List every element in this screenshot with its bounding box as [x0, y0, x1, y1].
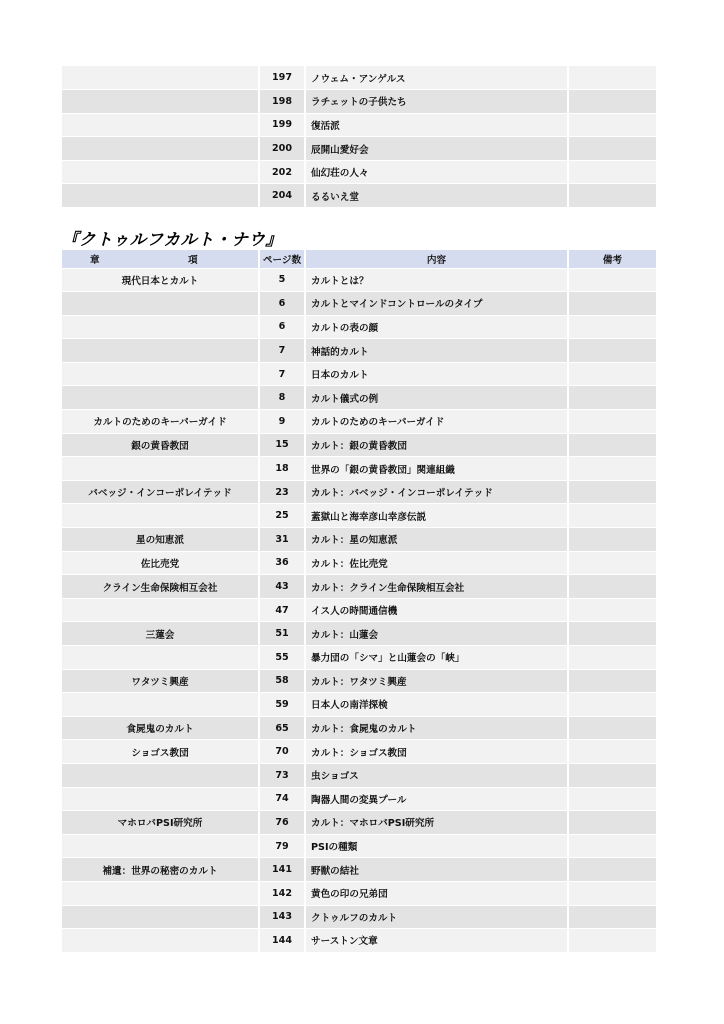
- table-row: [62, 433, 656, 457]
- row-content: カルトとマインドコントロールのタイプ: [305, 292, 568, 316]
- row-page: 7: [259, 339, 305, 363]
- table-row: [62, 528, 656, 552]
- row-content: カルト儀式の例: [305, 386, 568, 410]
- row-content: カルト：銀の黄昏教団: [305, 433, 568, 457]
- row-chapter: ショゴス教団: [62, 740, 259, 764]
- row-content: 虫ショゴス: [305, 763, 568, 787]
- row-note: [568, 646, 656, 670]
- row-chapter: カルトのためのキーパーガイド: [62, 410, 259, 434]
- row-chapter: [62, 113, 259, 137]
- row-note: [568, 137, 656, 161]
- row-note: [568, 268, 656, 292]
- row-note: [568, 693, 656, 717]
- table-row: [62, 410, 656, 434]
- continued-contents-table: [62, 66, 656, 208]
- row-content: イス人の時間通信機: [305, 598, 568, 622]
- table-row: [62, 268, 656, 292]
- row-page: 58: [259, 669, 305, 693]
- row-content: 神話的カルト: [305, 339, 568, 363]
- row-page: 74: [259, 787, 305, 811]
- row-page: 204: [259, 184, 305, 208]
- table-row: [62, 90, 656, 114]
- row-chapter: [62, 160, 259, 184]
- table-row: [62, 598, 656, 622]
- table-row: [62, 646, 656, 670]
- row-page: 5: [259, 268, 305, 292]
- table-row: [62, 622, 656, 646]
- table-row: [62, 740, 656, 764]
- row-page: 23: [259, 480, 305, 504]
- row-note: [568, 716, 656, 740]
- table-row: [62, 137, 656, 161]
- table-row: [62, 669, 656, 693]
- row-chapter: [62, 763, 259, 787]
- row-chapter: [62, 834, 259, 858]
- row-page: 202: [259, 160, 305, 184]
- row-page: 141: [259, 858, 305, 882]
- row-page: 25: [259, 504, 305, 528]
- row-chapter: [62, 339, 259, 363]
- header-note: 備考: [568, 250, 656, 268]
- row-chapter: [62, 693, 259, 717]
- row-chapter: 補遺：世界の秘密のカルト: [62, 858, 259, 882]
- table-row: [62, 160, 656, 184]
- row-page: 76: [259, 811, 305, 835]
- row-chapter: 現代日本とカルト: [62, 268, 259, 292]
- row-note: [568, 480, 656, 504]
- table-row: [62, 575, 656, 599]
- row-chapter: [62, 787, 259, 811]
- row-page: 6: [259, 315, 305, 339]
- row-chapter: [62, 646, 259, 670]
- row-note: [568, 457, 656, 481]
- row-note: [568, 811, 656, 835]
- table-row: [62, 811, 656, 835]
- row-chapter: [62, 184, 259, 208]
- row-chapter: 銀の黄昏教団: [62, 433, 259, 457]
- row-content: カルト：山蓮会: [305, 622, 568, 646]
- row-page: 70: [259, 740, 305, 764]
- row-note: [568, 622, 656, 646]
- table-row: [62, 834, 656, 858]
- row-chapter: [62, 292, 259, 316]
- table-row: [62, 693, 656, 717]
- table-row: [62, 457, 656, 481]
- row-page: 197: [259, 66, 305, 90]
- row-chapter: 食屍鬼のカルト: [62, 716, 259, 740]
- row-note: [568, 160, 656, 184]
- row-page: 9: [259, 410, 305, 434]
- row-content: カルト：ショゴス教団: [305, 740, 568, 764]
- table-row: [62, 881, 656, 905]
- row-chapter: [62, 929, 259, 953]
- row-note: [568, 575, 656, 599]
- row-note: [568, 551, 656, 575]
- row-note: [568, 858, 656, 882]
- row-chapter: [62, 457, 259, 481]
- table-row: [62, 504, 656, 528]
- row-note: [568, 787, 656, 811]
- row-page: 36: [259, 551, 305, 575]
- row-chapter: 星の知恵派: [62, 528, 259, 552]
- row-content: カルトの表の顔: [305, 315, 568, 339]
- row-page: 142: [259, 881, 305, 905]
- row-note: [568, 763, 656, 787]
- row-page: 198: [259, 90, 305, 114]
- row-page: 199: [259, 113, 305, 137]
- table-row: [62, 763, 656, 787]
- row-page: 51: [259, 622, 305, 646]
- row-chapter: [62, 386, 259, 410]
- row-content: 日本のカルト: [305, 362, 568, 386]
- row-page: 79: [259, 834, 305, 858]
- row-page: 65: [259, 716, 305, 740]
- book-title: 『クトゥルフカルト・ナウ』: [62, 230, 283, 249]
- table-row: [62, 386, 656, 410]
- row-page: 8: [259, 386, 305, 410]
- row-page: 31: [259, 528, 305, 552]
- row-content: カルト：マホロバPSI研究所: [305, 811, 568, 835]
- continued-contents-body: [62, 66, 656, 208]
- row-content: ノウェム・アンゲルス: [305, 66, 568, 90]
- row-note: [568, 598, 656, 622]
- row-content: 辰開山愛好会: [305, 137, 568, 161]
- row-content: ラチェットの子供たち: [305, 90, 568, 114]
- row-page: 47: [259, 598, 305, 622]
- table-header: [62, 250, 656, 268]
- row-page: 43: [259, 575, 305, 599]
- row-content: クトゥルフのカルト: [305, 905, 568, 929]
- table-row: [62, 292, 656, 316]
- row-note: [568, 113, 656, 137]
- row-page: 6: [259, 292, 305, 316]
- row-note: [568, 386, 656, 410]
- table-row: [62, 339, 656, 363]
- table-row: [62, 716, 656, 740]
- row-content: 蓋獄山と海幸彦山幸彦伝説: [305, 504, 568, 528]
- row-chapter: 佐比売党: [62, 551, 259, 575]
- table-row: [62, 362, 656, 386]
- row-content: 世界の「銀の黄昏教団」関連組織: [305, 457, 568, 481]
- row-content: サーストン文章: [305, 929, 568, 953]
- cthulhu-cult-now-contents-table: [62, 250, 656, 953]
- row-content: カルト：バベッジ・インコーポレイテッド: [305, 480, 568, 504]
- row-note: [568, 669, 656, 693]
- row-chapter: [62, 66, 259, 90]
- row-note: [568, 433, 656, 457]
- row-chapter: [62, 362, 259, 386]
- header-row: [62, 250, 656, 268]
- table-row: [62, 905, 656, 929]
- table-row: [62, 787, 656, 811]
- table-row: [62, 113, 656, 137]
- row-page: 7: [259, 362, 305, 386]
- row-content: カルト：ワタツミ興産: [305, 669, 568, 693]
- row-chapter: [62, 90, 259, 114]
- table-row: [62, 480, 656, 504]
- table-row: [62, 551, 656, 575]
- row-note: [568, 905, 656, 929]
- row-content: カルト：佐比売党: [305, 551, 568, 575]
- row-content: 黄色の印の兄弟団: [305, 881, 568, 905]
- row-note: [568, 90, 656, 114]
- row-note: [568, 528, 656, 552]
- table-row: [62, 315, 656, 339]
- row-page: 18: [259, 457, 305, 481]
- row-chapter: [62, 137, 259, 161]
- row-chapter: [62, 315, 259, 339]
- row-page: 73: [259, 763, 305, 787]
- row-page: 59: [259, 693, 305, 717]
- table-row: [62, 858, 656, 882]
- row-chapter: 三蓮会: [62, 622, 259, 646]
- row-note: [568, 292, 656, 316]
- table-row: [62, 66, 656, 90]
- row-content: 暴力団の「シマ」と山蓮会の「峡」: [305, 646, 568, 670]
- row-content: カルト：食屍鬼のカルト: [305, 716, 568, 740]
- row-content: 日本人の南洋探検: [305, 693, 568, 717]
- row-page: 143: [259, 905, 305, 929]
- row-note: [568, 410, 656, 434]
- header-page-count: ページ数: [259, 250, 305, 268]
- contents-body: [62, 268, 656, 952]
- row-note: [568, 339, 656, 363]
- row-note: [568, 504, 656, 528]
- row-page: 144: [259, 929, 305, 953]
- header-section: 項: [188, 254, 198, 266]
- row-note: [568, 881, 656, 905]
- row-chapter: バベッジ・インコーポレイテッド: [62, 480, 259, 504]
- row-note: [568, 362, 656, 386]
- row-chapter: [62, 598, 259, 622]
- row-note: [568, 66, 656, 90]
- row-note: [568, 184, 656, 208]
- row-chapter: [62, 881, 259, 905]
- row-note: [568, 315, 656, 339]
- row-content: るるいえ堂: [305, 184, 568, 208]
- row-chapter: [62, 504, 259, 528]
- row-page: 200: [259, 137, 305, 161]
- header-chapter-section: [62, 250, 259, 268]
- row-page: 15: [259, 433, 305, 457]
- row-note: [568, 740, 656, 764]
- row-note: [568, 929, 656, 953]
- header-chapter: 章: [90, 254, 100, 266]
- row-content: 復活派: [305, 113, 568, 137]
- row-note: [568, 834, 656, 858]
- row-content: カルト：星の知恵派: [305, 528, 568, 552]
- row-content: 仙幻荘の人々: [305, 160, 568, 184]
- table-row: [62, 929, 656, 953]
- row-chapter: クライン生命保険相互会社: [62, 575, 259, 599]
- header-content: 内容: [305, 250, 568, 268]
- row-content: 野獣の結社: [305, 858, 568, 882]
- row-content: カルトのためのキーパーガイド: [305, 410, 568, 434]
- row-content: 陶器人間の変異プール: [305, 787, 568, 811]
- row-content: PSIの種類: [305, 834, 568, 858]
- row-content: カルト：クライン生命保険相互会社: [305, 575, 568, 599]
- row-page: 55: [259, 646, 305, 670]
- row-chapter: マホロバPSI研究所: [62, 811, 259, 835]
- row-content: カルトとは？: [305, 268, 568, 292]
- row-chapter: ワタツミ興産: [62, 669, 259, 693]
- row-chapter: [62, 905, 259, 929]
- table-row: [62, 184, 656, 208]
